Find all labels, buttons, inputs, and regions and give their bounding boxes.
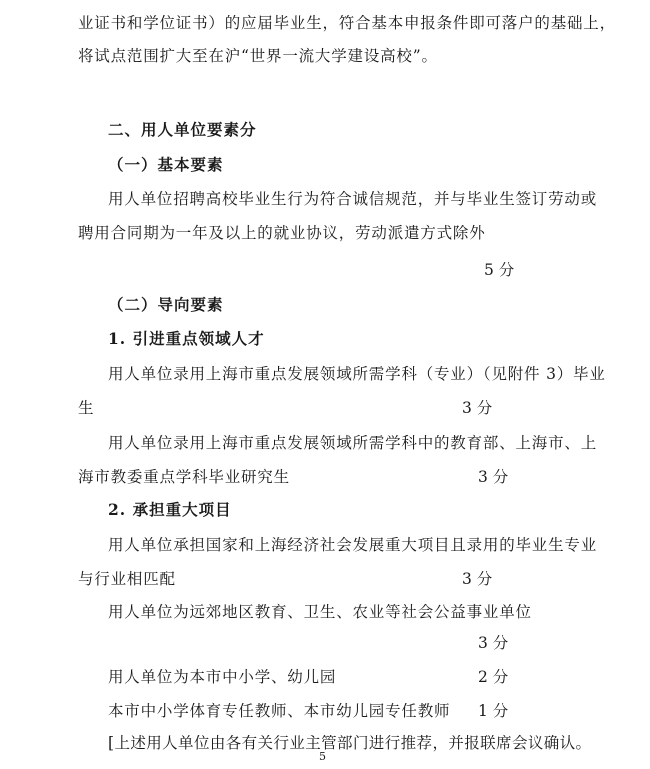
- key-field-a-text-line-2: 生: [78, 399, 95, 417]
- major-projects-c-text-line-1: 用人单位为本市中小学、幼儿园: [108, 668, 337, 686]
- subsection-heading-basic-factors: （一）基本要素: [108, 155, 224, 174]
- subsection-heading-guided-factors: （二）导向要素: [108, 295, 224, 314]
- item-heading-major-projects: 2. 承担重大项目: [108, 500, 232, 519]
- intro-text-line-2: 将试点范围扩大至在沪“世界一流大学建设高校”。: [78, 47, 438, 65]
- item-heading-key-field-talent: 1. 引进重点领域人才: [108, 329, 265, 348]
- major-projects-a-text-line-2: 与行业相匹配: [78, 570, 176, 588]
- key-field-a-score: 3 分: [462, 399, 493, 417]
- major-projects-a-score: 3 分: [462, 570, 493, 588]
- major-projects-d-text-line-1: 本市中小学体育专任教师、本市幼儿园专任教师: [108, 702, 451, 720]
- key-field-b-text-line-1: 用人单位录用上海市重点发展领域所需学科中的教育部、上海市、上: [108, 434, 598, 452]
- basic-factors-text-line-1: 用人单位招聘高校毕业生行为符合诚信规范，并与毕业生签订劳动或: [108, 190, 598, 208]
- section-heading-employer-factors: 二、用人单位要素分: [108, 120, 257, 139]
- major-projects-c-score: 2 分: [478, 668, 509, 686]
- key-field-b-score: 3 分: [478, 468, 509, 486]
- key-field-a-text-line-1: 用人单位录用上海市重点发展领域所需学科（专业）（见附件 3）毕业: [108, 365, 606, 383]
- major-projects-b-text-line-1: 用人单位为远郊地区教育、卫生、农业等社会公益事业单位: [108, 603, 532, 621]
- major-projects-a-text-line-1: 用人单位承担国家和上海经济社会发展重大项目且录用的毕业生专业: [108, 536, 598, 554]
- page-number: 5: [319, 750, 326, 763]
- major-projects-b-score: 3 分: [478, 634, 509, 652]
- key-field-b-text-line-2: 海市教委重点学科毕业研究生: [78, 468, 290, 486]
- recommendation-note: [上述用人单位由各有关行业主管部门进行推荐，并报联席会议确认。: [108, 734, 592, 752]
- intro-text-line-1: 业证书和学位证书）的应届毕业生，符合基本申报条件即可落户的基础上，: [78, 14, 616, 32]
- basic-factors-text-line-2: 聘用合同期为一年及以上的就业协议，劳动派遣方式除外: [78, 224, 486, 242]
- basic-factors-score: 5 分: [484, 261, 515, 279]
- major-projects-d-score: 1 分: [478, 702, 509, 720]
